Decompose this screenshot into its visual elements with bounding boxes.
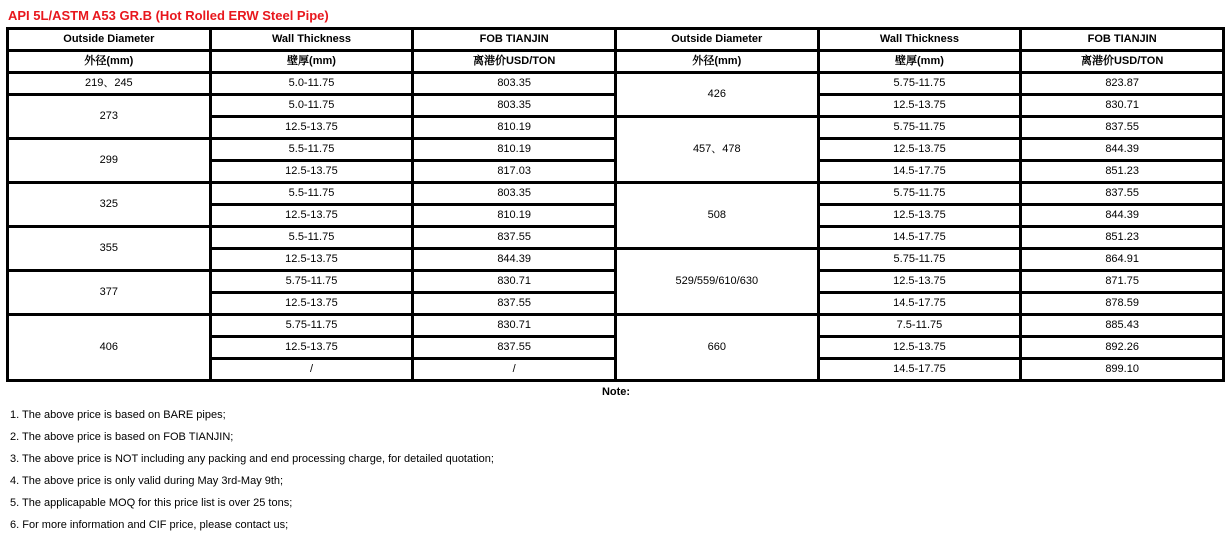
price-cell: 885.43 xyxy=(1022,316,1222,335)
price-cell: 837.55 xyxy=(414,338,614,357)
price-cell: 851.23 xyxy=(1022,228,1222,247)
price-cell: 830.71 xyxy=(1022,96,1222,115)
column-header-cn: 外径(mm) xyxy=(617,52,817,71)
column-header: Wall Thickness xyxy=(212,30,412,49)
wall-thickness-cell: 12.5-13.75 xyxy=(212,206,412,225)
outside-diameter-cell: 273 xyxy=(9,96,209,137)
note-item: 6. For more information and CIF price, please contact us; xyxy=(10,519,289,531)
price-cell: 810.19 xyxy=(414,206,614,225)
price-cell: 803.35 xyxy=(414,96,614,115)
wall-thickness-cell: 5.75-11.75 xyxy=(820,184,1020,203)
table-row xyxy=(9,228,1222,247)
wall-thickness-cell: 5.75-11.75 xyxy=(820,250,1020,269)
outside-diameter-cell: 355 xyxy=(9,228,209,269)
price-cell: 837.55 xyxy=(414,228,614,247)
column-header: Wall Thickness xyxy=(820,30,1020,49)
price-table xyxy=(6,27,1225,382)
table-row xyxy=(9,96,1222,115)
column-header: Outside Diameter xyxy=(9,30,209,49)
note-item: 5. The applicapable MOQ for this price list is over 25 tons; xyxy=(10,497,293,509)
price-cell: 871.75 xyxy=(1022,272,1222,291)
note-title: Note: xyxy=(601,386,631,398)
price-cell: 830.71 xyxy=(414,272,614,291)
outside-diameter-cell: 299 xyxy=(9,140,209,181)
table-row xyxy=(9,272,1222,291)
wall-thickness-cell: 5.75-11.75 xyxy=(212,316,412,335)
table-row xyxy=(9,316,1222,335)
outside-diameter-cell: 219、245 xyxy=(9,74,209,93)
column-header-cn: 外径(mm) xyxy=(9,52,209,71)
header-row-en xyxy=(9,30,1222,49)
wall-thickness-cell: 12.5-13.75 xyxy=(212,294,412,313)
column-header-cn: 离港价USD/TON xyxy=(414,52,614,71)
outside-diameter-cell: 529/559/610/630 xyxy=(617,250,817,313)
header-row-cn xyxy=(9,52,1222,71)
price-cell: 837.55 xyxy=(1022,184,1222,203)
wall-thickness-cell: 14.5-17.75 xyxy=(820,360,1020,379)
wall-thickness-cell: 12.5-13.75 xyxy=(212,162,412,181)
wall-thickness-cell: 5.0-11.75 xyxy=(212,74,412,93)
price-cell: 844.39 xyxy=(1022,206,1222,225)
price-cell: 810.19 xyxy=(414,118,614,137)
price-cell: / xyxy=(414,360,614,379)
price-cell: 837.55 xyxy=(1022,118,1222,137)
price-cell: 899.10 xyxy=(1022,360,1222,379)
wall-thickness-cell: 12.5-13.75 xyxy=(820,272,1020,291)
table-title: API 5L/ASTM A53 GR.B (Hot Rolled ERW Steel Pipe) xyxy=(8,8,329,23)
outside-diameter-cell: 660 xyxy=(617,316,817,379)
wall-thickness-cell: 12.5-13.75 xyxy=(820,96,1020,115)
wall-thickness-cell: 5.5-11.75 xyxy=(212,140,412,159)
price-cell: 837.55 xyxy=(414,294,614,313)
wall-thickness-cell: 7.5-11.75 xyxy=(820,316,1020,335)
wall-thickness-cell: 12.5-13.75 xyxy=(212,338,412,357)
outside-diameter-cell: 406 xyxy=(9,316,209,379)
wall-thickness-cell: 12.5-13.75 xyxy=(820,206,1020,225)
wall-thickness-cell: 12.5-13.75 xyxy=(820,338,1020,357)
price-cell: 803.35 xyxy=(414,74,614,93)
column-header: FOB TIANJIN xyxy=(1022,30,1222,49)
wall-thickness-cell: 12.5-13.75 xyxy=(820,140,1020,159)
column-header-cn: 壁厚(mm) xyxy=(212,52,412,71)
outside-diameter-cell: 325 xyxy=(9,184,209,225)
price-cell: 878.59 xyxy=(1022,294,1222,313)
table-row xyxy=(9,74,1222,93)
wall-thickness-cell: 5.5-11.75 xyxy=(212,228,412,247)
price-cell: 844.39 xyxy=(1022,140,1222,159)
price-cell: 803.35 xyxy=(414,184,614,203)
price-cell: 864.91 xyxy=(1022,250,1222,269)
price-cell: 830.71 xyxy=(414,316,614,335)
wall-thickness-cell: / xyxy=(212,360,412,379)
table-row xyxy=(9,140,1222,159)
wall-thickness-cell: 14.5-17.75 xyxy=(820,294,1020,313)
outside-diameter-cell: 457、478 xyxy=(617,118,817,181)
wall-thickness-cell: 5.75-11.75 xyxy=(820,74,1020,93)
price-cell: 892.26 xyxy=(1022,338,1222,357)
outside-diameter-cell: 426 xyxy=(617,74,817,115)
column-header-cn: 壁厚(mm) xyxy=(820,52,1020,71)
wall-thickness-cell: 5.5-11.75 xyxy=(212,184,412,203)
column-header: FOB TIANJIN xyxy=(414,30,614,49)
wall-thickness-cell: 5.75-11.75 xyxy=(212,272,412,291)
wall-thickness-cell: 5.75-11.75 xyxy=(820,118,1020,137)
column-header: Outside Diameter xyxy=(617,30,817,49)
outside-diameter-cell: 508 xyxy=(617,184,817,247)
price-cell: 810.19 xyxy=(414,140,614,159)
wall-thickness-cell: 14.5-17.75 xyxy=(820,162,1020,181)
price-cell: 844.39 xyxy=(414,250,614,269)
note-item: 2. The above price is based on FOB TIANJIN; xyxy=(10,431,234,443)
note-item: 1. The above price is based on BARE pipes; xyxy=(10,409,226,421)
table-row xyxy=(9,184,1222,203)
note-item: 4. The above price is only valid during May 3rd-May 9th; xyxy=(10,475,284,487)
outside-diameter-cell: 377 xyxy=(9,272,209,313)
column-header-cn: 离港价USD/TON xyxy=(1022,52,1222,71)
notes-list xyxy=(10,408,494,540)
note-item: 3. The above price is NOT including any packing and end processing charge, for detailed quotation; xyxy=(10,453,494,465)
wall-thickness-cell: 12.5-13.75 xyxy=(212,118,412,137)
price-cell: 817.03 xyxy=(414,162,614,181)
price-cell: 851.23 xyxy=(1022,162,1222,181)
wall-thickness-cell: 5.0-11.75 xyxy=(212,96,412,115)
price-cell: 823.87 xyxy=(1022,74,1222,93)
wall-thickness-cell: 14.5-17.75 xyxy=(820,228,1020,247)
wall-thickness-cell: 12.5-13.75 xyxy=(212,250,412,269)
